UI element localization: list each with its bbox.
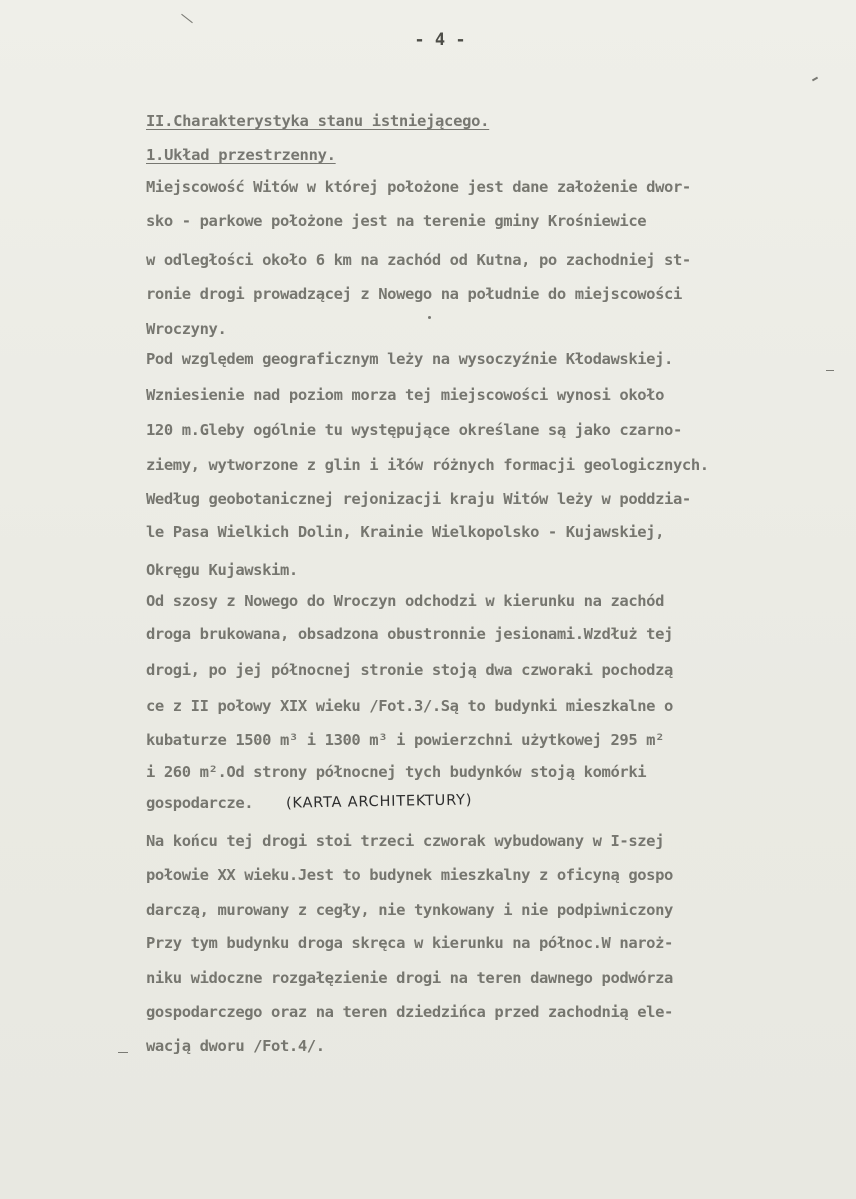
text-line: droga brukowana, obsadzona obustronnie jesionami.Wzdłuż tej bbox=[146, 625, 673, 643]
text-line: 120 m.Gleby ogólnie tu występujące określane są jako czarno- bbox=[146, 421, 682, 439]
text-line: Przy tym budynku droga skręca w kierunku na północ.W naroż- bbox=[146, 934, 673, 952]
margin-mark bbox=[428, 316, 431, 319]
text-line: gospodarczego oraz na teren dziedzińca przed zachodnią ele- bbox=[146, 1003, 673, 1021]
text-line: kubaturze 1500 m³ i 1300 m³ i powierzchni użytkowej 295 m² bbox=[146, 731, 665, 749]
text-line: Miejscowość Witów w której położone jest dane założenie dwor- bbox=[146, 178, 691, 196]
margin-mark bbox=[118, 1052, 128, 1053]
text-line: darczą, murowany z cegły, nie tynkowany i nie podpiwniczony bbox=[146, 901, 673, 919]
text-line: gospodarcze. bbox=[146, 794, 254, 812]
text-line: Od szosy z Nowego do Wroczyn odchodzi w kierunku na zachód bbox=[146, 592, 665, 610]
section-heading: II.Charakterystyka stanu istniejącego. bbox=[146, 112, 490, 130]
margin-mark bbox=[812, 77, 818, 82]
margin-mark bbox=[181, 14, 193, 23]
text-line: ce z II połowy XIX wieku /Fot.3/.Są to budynki mieszkalne o bbox=[146, 697, 673, 715]
margin-mark bbox=[826, 370, 834, 371]
text-line: Według geobotanicznej rejonizacji kraju Witów leży w poddzia- bbox=[146, 490, 691, 508]
subsection-heading: 1.Układ przestrzenny. bbox=[146, 146, 336, 164]
text-line: ziemy, wytworzone z glin i iłów różnych formacji geologicznych. bbox=[146, 456, 709, 474]
text-line: niku widoczne rozgałęzienie drogi na teren dawnego podwórza bbox=[146, 969, 673, 987]
text-line: w odległości około 6 km na zachód od Kutna, po zachodniej st- bbox=[146, 251, 691, 269]
text-line: i 260 m².Od strony północnej tych budynków stoją komórki bbox=[146, 763, 647, 781]
page-number: - 4 - bbox=[414, 30, 466, 50]
text-line: le Pasa Wielkich Dolin, Krainie Wielkopolsko - Kujawskiej, bbox=[146, 523, 665, 541]
text-line: Pod względem geograficznym leży na wysoczyźnie Kłodawskiej. bbox=[146, 350, 673, 368]
text-line: wacją dworu /Fot.4/. bbox=[146, 1037, 325, 1055]
text-line: Okręgu Kujawskim. bbox=[146, 561, 298, 579]
text-line: drogi, po jej północnej stronie stoją dwa czworaki pochodzą bbox=[146, 661, 673, 679]
text-line: połowie XX wieku.Jest to budynek mieszkalny z oficyną gospo bbox=[146, 866, 673, 884]
text-line: ronie drogi prowadzącej z Nowego na południe do miejscowości bbox=[146, 285, 682, 303]
handwritten-note: (KARTA ARCHITEKTURY) bbox=[285, 792, 473, 812]
text-line: Na końcu tej drogi stoi trzeci czworak wybudowany w I-szej bbox=[146, 832, 665, 850]
text-line: Wzniesienie nad poziom morza tej miejscowości wynosi około bbox=[146, 386, 665, 404]
text-line: sko - parkowe położone jest na terenie gminy Krośniewice bbox=[146, 212, 647, 230]
text-line: Wroczyny. bbox=[146, 320, 227, 338]
